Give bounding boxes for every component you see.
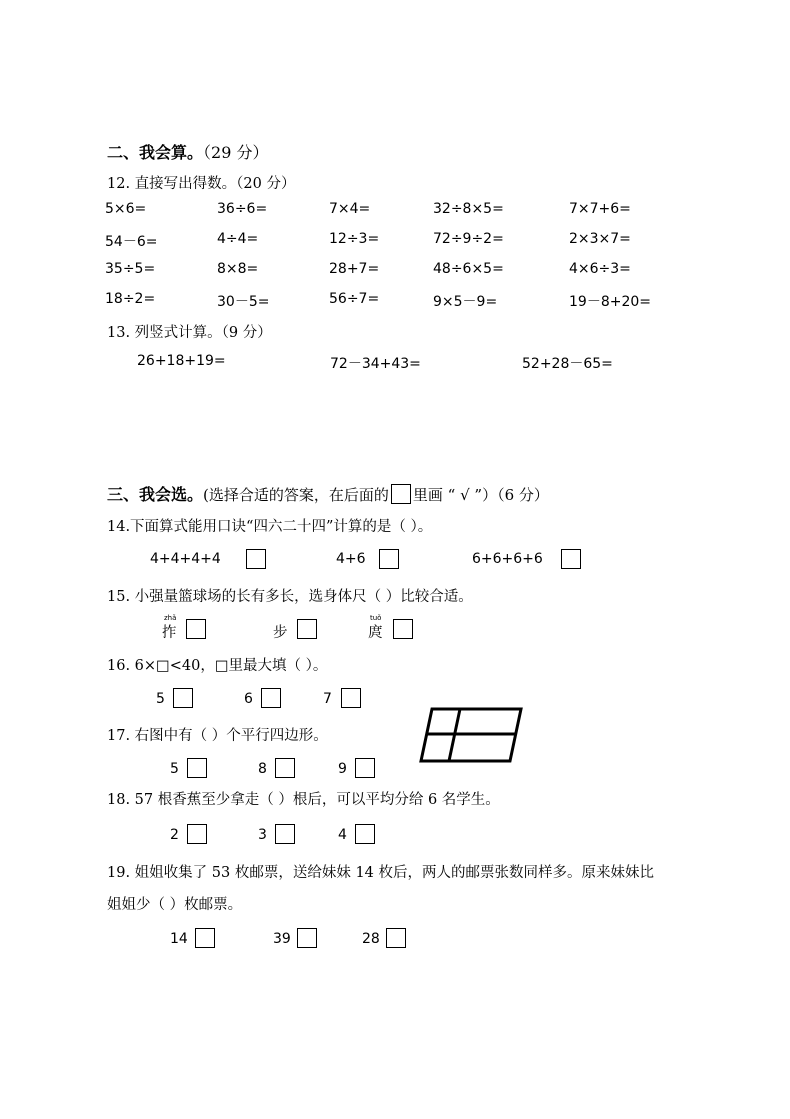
q18-option-c: 4	[338, 827, 347, 843]
question-14: 14.下面算式能用口诀“四六二十四”计算的是（ ）。	[107, 519, 433, 535]
section-3-title: 三、我会选。	[107, 485, 204, 504]
section-3-instr-before: (选择合适的答案，在后面的	[203, 486, 389, 504]
q18-answer-box-b[interactable]	[275, 824, 295, 844]
q17-answer-box-b[interactable]	[275, 758, 295, 778]
vertical-calc-2: 72－34+43=	[330, 356, 421, 372]
q17-option-a: 5	[170, 761, 179, 777]
calc-item: 32÷8×5=	[433, 201, 504, 217]
question-15: 15. 小强量篮球场的长有多长，选身体尺（ ）比较合适。	[107, 589, 473, 605]
calc-item: 7×4=	[329, 201, 371, 217]
q18-option-a: 2	[170, 827, 179, 843]
q16-option-c: 7	[323, 691, 332, 707]
q15-option-b: 步	[273, 625, 288, 641]
q15-pinyin-zha: zhǎ	[164, 614, 177, 622]
calc-item: 7×7+6=	[569, 201, 631, 217]
question-19-line-2: 姐姐少（ ）枚邮票。	[107, 897, 243, 913]
question-13: 13. 列竖式计算。（9 分）	[107, 325, 272, 341]
question-16: 16. 6×□<40，□里最大填（ ）。	[107, 658, 328, 674]
q16-option-b: 6	[244, 691, 253, 707]
q15-answer-box-c[interactable]	[393, 619, 413, 639]
q14-answer-box-a[interactable]	[246, 549, 266, 569]
question-12: 12. 直接写出得数。（20 分）	[107, 176, 296, 192]
q19-option-c: 28	[362, 931, 380, 947]
calc-item: 30－5=	[217, 294, 270, 310]
q14-option-a: 4+4+4+4	[150, 551, 221, 567]
section-2-heading	[107, 140, 268, 163]
q19-option-a: 14	[170, 931, 188, 947]
q15-option-c: 庹	[368, 625, 383, 641]
q18-answer-box-a[interactable]	[187, 824, 207, 844]
calc-item: 72÷9÷2=	[433, 231, 504, 247]
section-3-instr-after: 里画 “ √ ”）（6 分）	[412, 486, 549, 504]
calc-item: 12÷3=	[329, 231, 380, 247]
q15-option-a: 拃	[162, 625, 177, 641]
q15-pinyin-tuo: tuǒ	[370, 614, 382, 622]
q19-answer-box-a[interactable]	[195, 928, 215, 948]
calc-item: 5×6=	[105, 201, 147, 217]
calc-item: 56÷7=	[329, 291, 380, 307]
calc-item: 4×6÷3=	[569, 261, 631, 277]
q17-option-c: 9	[338, 761, 347, 777]
section-3-heading	[107, 482, 549, 505]
section-2-title: 二、我会算。	[107, 143, 204, 162]
calc-item: 36÷6=	[217, 201, 268, 217]
calc-item: 35÷5=	[105, 261, 156, 277]
calc-item: 54－6=	[105, 234, 158, 250]
section-2-score: （29 分）	[203, 143, 269, 162]
q19-option-b: 39	[273, 931, 291, 947]
calc-item: 8×8=	[217, 261, 259, 277]
q14-answer-box-c[interactable]	[561, 549, 581, 569]
vertical-calc-1: 26+18+19=	[137, 353, 226, 369]
q14-option-b: 4+6	[336, 551, 366, 567]
q18-answer-box-c[interactable]	[355, 824, 375, 844]
q14-option-c: 6+6+6+6	[472, 551, 543, 567]
q18-option-b: 3	[258, 827, 267, 843]
calc-item: 28+7=	[329, 261, 380, 277]
question-18: 18. 57 根香蕉至少拿走（ ）根后，可以平均分给 6 名学生。	[107, 792, 500, 808]
calc-item: 18÷2=	[105, 291, 156, 307]
calc-item: 2×3×7=	[569, 231, 631, 247]
q15-answer-box-a[interactable]	[186, 619, 206, 639]
calc-item: 48÷6×5=	[433, 261, 504, 277]
q19-answer-box-b[interactable]	[297, 928, 317, 948]
q19-answer-box-c[interactable]	[386, 928, 406, 948]
calc-item: 9×5－9=	[433, 294, 498, 310]
q17-answer-box-a[interactable]	[187, 758, 207, 778]
q16-option-a: 5	[156, 691, 165, 707]
calc-item: 19－8+20=	[569, 294, 651, 310]
q17-answer-box-c[interactable]	[355, 758, 375, 778]
q16-answer-box-b[interactable]	[261, 688, 281, 708]
question-17: 17. 右图中有（ ）个平行四边形。	[107, 728, 328, 744]
q16-answer-box-c[interactable]	[341, 688, 361, 708]
example-answer-box	[391, 484, 411, 504]
vertical-calc-3: 52+28－65=	[522, 356, 613, 372]
calc-item: 4÷4=	[217, 231, 259, 247]
q14-answer-box-b[interactable]	[379, 549, 399, 569]
parallelogram-figure	[418, 706, 526, 764]
question-19-line-1: 19. 姐姐收集了 53 枚邮票，送给妹妹 14 枚后，两人的邮票张数同样多。原来妹妹比	[107, 865, 655, 881]
q16-answer-box-a[interactable]	[173, 688, 193, 708]
q17-option-b: 8	[258, 761, 267, 777]
q15-answer-box-b[interactable]	[297, 619, 317, 639]
